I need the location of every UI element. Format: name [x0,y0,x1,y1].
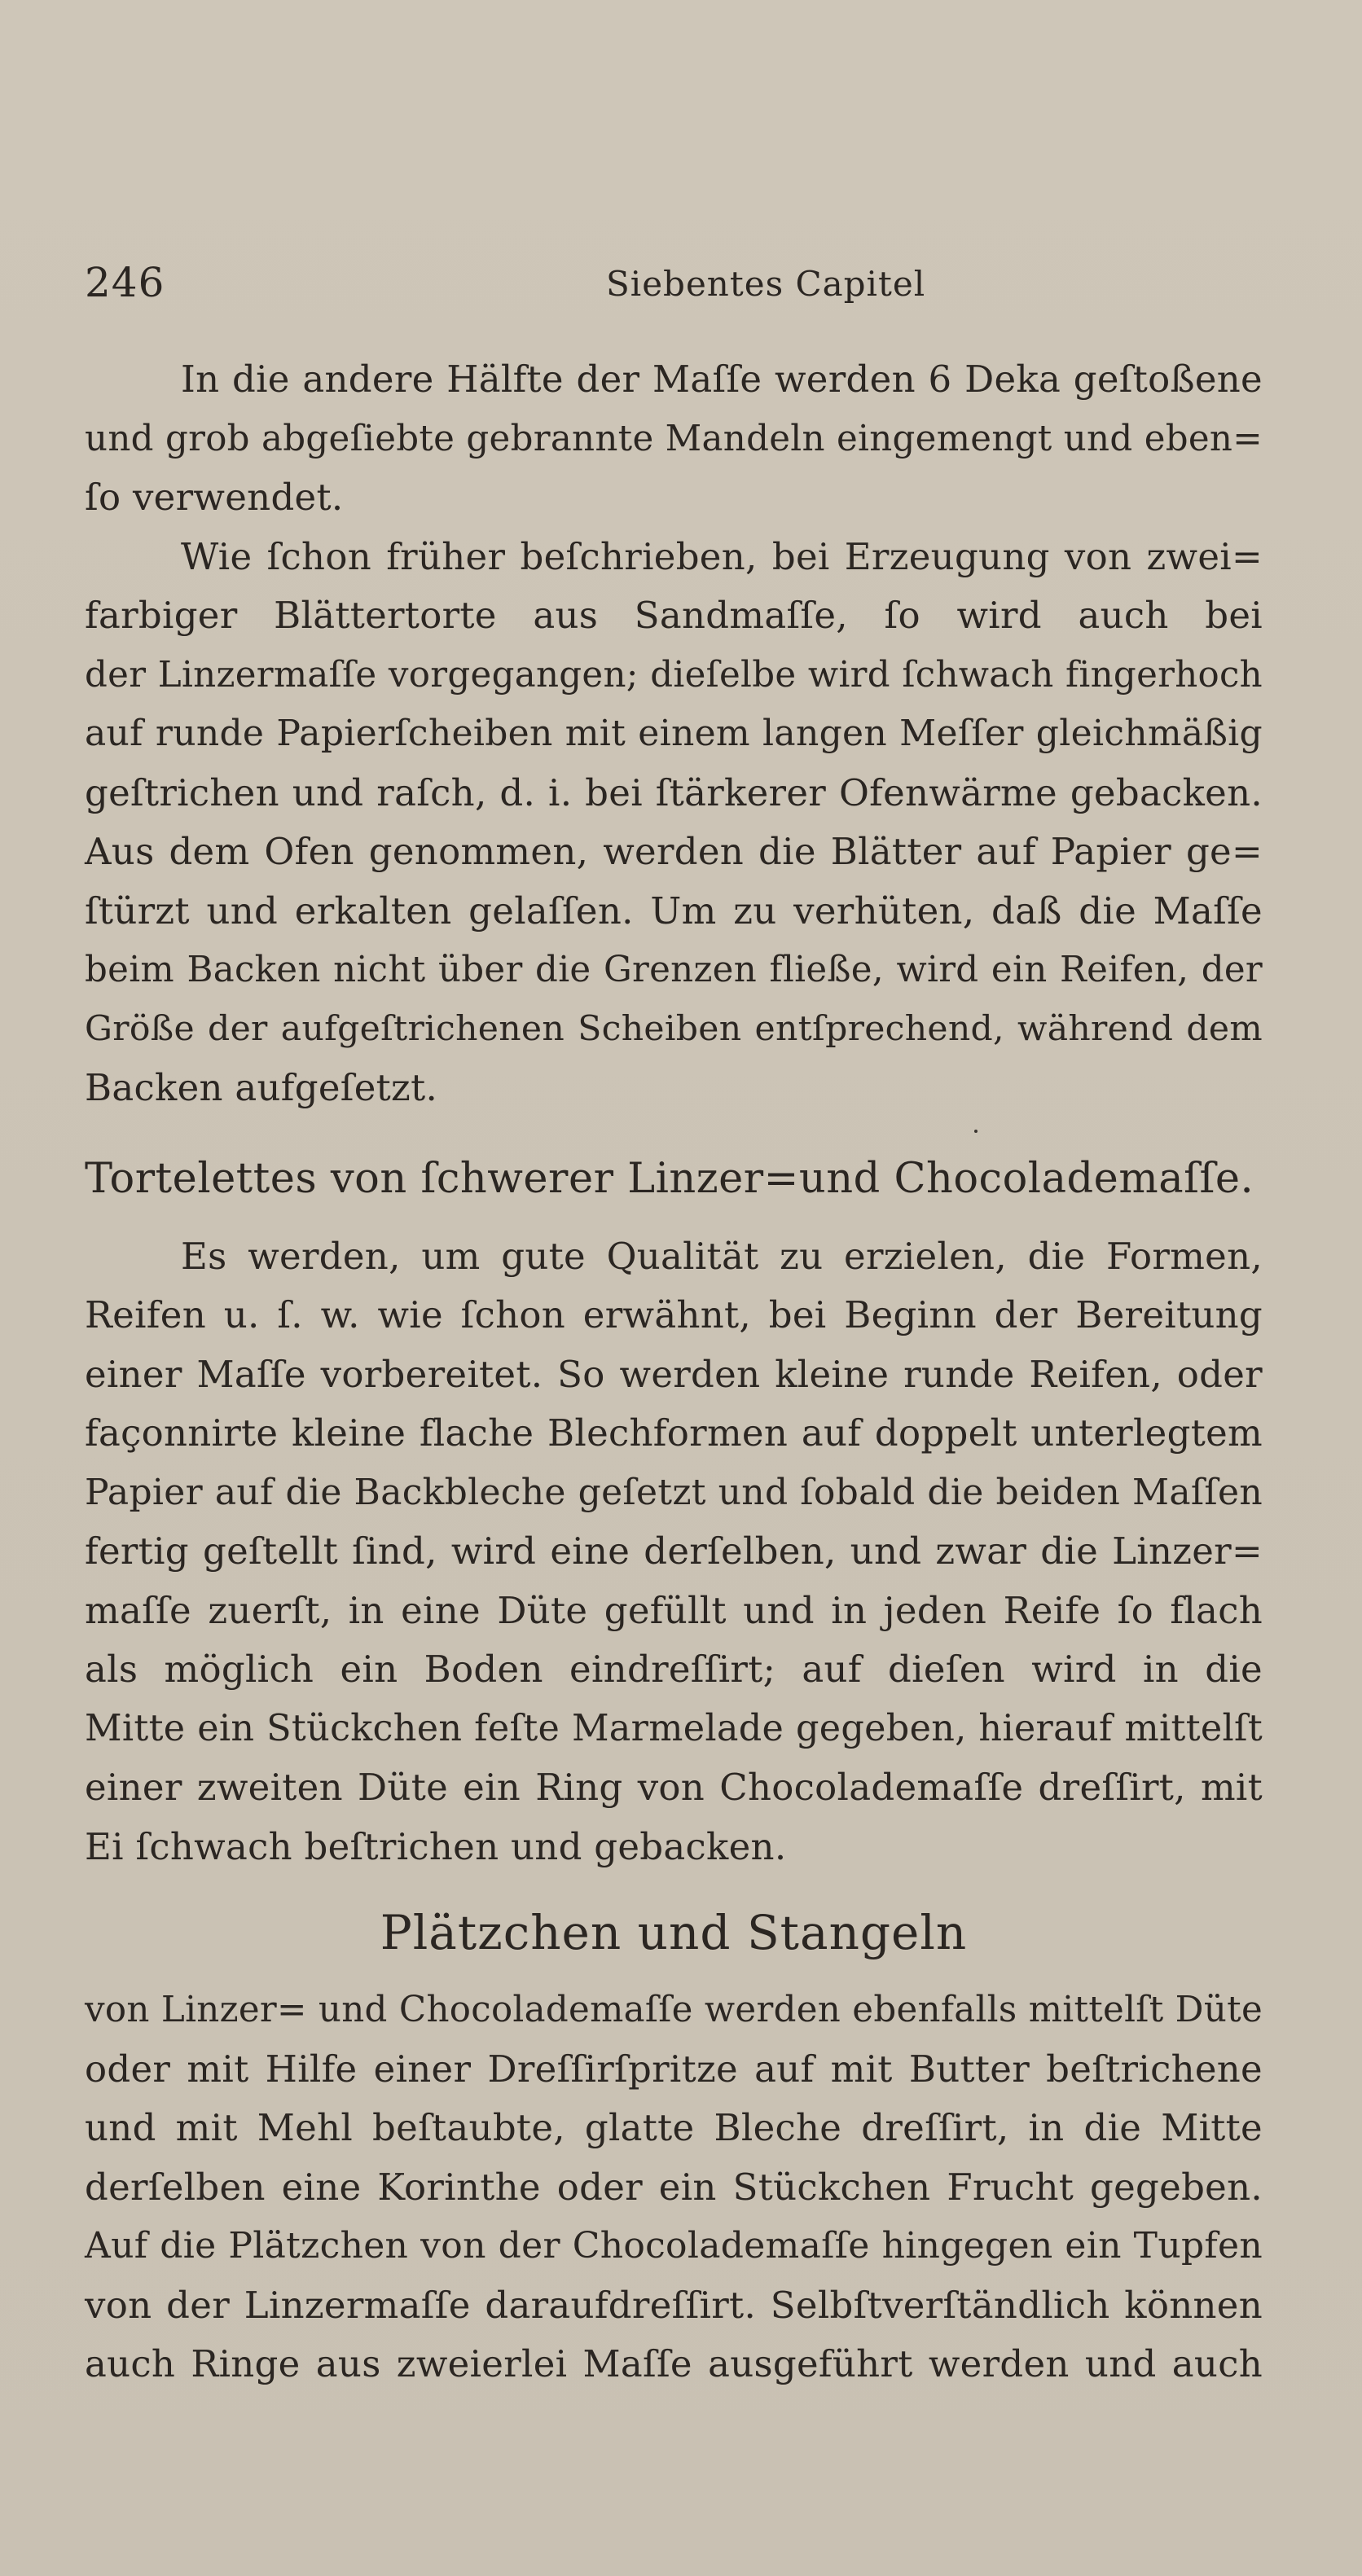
text-line: maſſe zuerſt, in eine Düte gefüllt und in jeden Reife ſo flach [85,1588,1263,1632]
text-line: Mitte ein Stückchen feſte Marmelade gegeben, hierauf mittelſt [85,1707,1263,1749]
text-line: façonnirte kleine flache Blechformen auf doppelt unterlegtem [85,1411,1263,1455]
text-line: von der Linzermaſſe daraufdreſſirt. Selbſtverſtändlich können [85,2283,1263,2327]
text-line: oder mit Hilfe einer Dreſſirſpritze auf mit Butter beſtrichene [85,2047,1263,2091]
paper-speck [974,1130,978,1133]
text-line: Größe der aufgeſtrichenen Scheiben entſprechend, während dem [85,1008,1263,1049]
paragraph-1 [85,350,1263,528]
text-line: Papier auf die Backbleche geſetzt und ſobald die beiden Maſſen [85,1471,1263,1513]
text-line: Backen aufgeſetzt. [85,1066,438,1109]
section-heading-plaetzchen: Plätzchen und Stangeln [380,1905,968,1960]
text-line: fertig geſtellt ſind, wird eine derſelben, und zwar die Linzer= [85,1529,1263,1573]
text-line: auf runde Papierſcheiben mit einem langen Meſſer gleichmäßig [85,713,1263,754]
text-line: als möglich ein Boden eindreſſirt; auf dieſen wird in die [85,1648,1263,1691]
page-body [85,350,1263,2394]
text-line: derſelben eine Korinthe oder ein Stückchen Frucht gegeben. [85,2165,1263,2209]
paragraph-4 [85,1981,1263,2394]
text-line: Aus dem Ofen genommen, werden die Blätter auf Papier ge= [85,830,1263,873]
text-line: Wie ſchon früher beſchrieben, bei Erzeugung von zwei= [181,534,1263,578]
text-line: und grob abgeſiebte gebrannte Mandeln eingemengt und eben= [85,418,1263,459]
page-number: 246 [85,259,165,306]
text-line: einer zweiten Düte ein Ring von Chocolademaſſe dreſſirt, mit [85,1766,1263,1809]
text-line: Auf die Plätzchen von der Chocolademaſſe hingegen ein Tupfen [85,2225,1263,2267]
text-line: Es werden, um gute Qualität zu erzielen, die Formen, [181,1234,1263,1278]
text-line: von Linzer= und Chocolademaſſe werden ebenfalls mittelſt Düte [85,1990,1263,2030]
text-line: farbiger Blättertorte aus Sandmaſſe, ſo wird auch bei [85,594,1263,637]
text-line: einer Maſſe vorbereitet. So werden kleine runde Reifen, oder [85,1352,1263,1396]
text-line: geſtrichen und raſch, d. i. bei ſtärkerer Ofenwärme gebacken. [85,770,1263,814]
text-line: ſtürzt und erkalten gelaſſen. Um zu verhüten, daß die Maſſe [85,889,1263,933]
text-line: In die andere Hälfte der Maſſe werden 6 Deka geſtoßene [181,358,1263,401]
text-line: der Linzermaſſe vorgegangen; dieſelbe wird ſchwach fingerhoch [85,654,1263,696]
text-line: Reifen u. ſ. w. wie ſchon erwähnt, bei Beginn der Bereitung [85,1293,1263,1336]
text-line: Ei ſchwach beſtrichen und gebacken. [85,1824,787,1868]
text-line: auch Ringe aus zweierlei Maſſe ausgeführt werden und auch [85,2342,1263,2385]
text-line: und mit Mehl beſtaubte, glatte Bleche dreſſirt, in die Mitte [85,2106,1263,2149]
paragraph-2 [85,528,1263,1118]
paragraph-3 [85,1227,1263,1877]
section-heading-tortelettes: Tortelettes von ſchwerer Linzer=und Chocolademaſſe. [85,1154,1254,1203]
text-line: ſo verwendet. [85,476,344,519]
text-line: beim Backen nicht über die Grenzen fließe, wird ein Reifen, der [85,950,1263,990]
running-head: Siebentes Capitel [606,264,926,304]
page-header [85,259,1258,308]
